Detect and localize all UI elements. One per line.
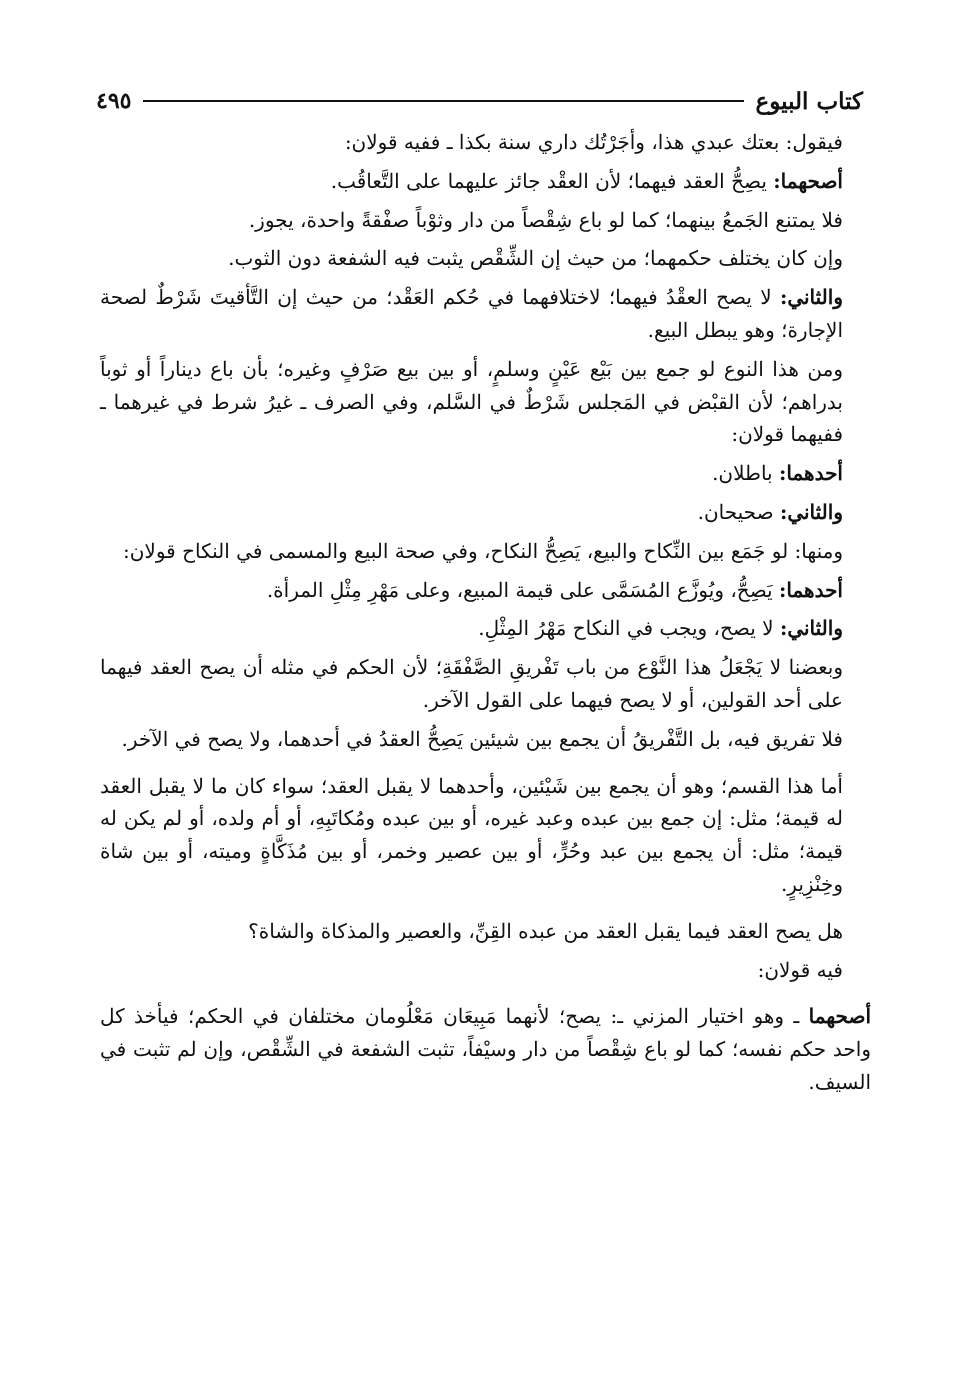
paragraph <box>100 770 871 901</box>
paragraph-text: صحيحان. <box>697 499 780 524</box>
paragraph <box>100 457 871 490</box>
paragraph-text: لا يصح، ويجب في النكاح مَهْرُ المِثْلِ. <box>478 616 780 641</box>
header-rule <box>143 100 743 102</box>
paragraph-text: فيه قولان: <box>757 957 843 982</box>
paragraph <box>100 954 871 987</box>
paragraph-lead: والثاني: <box>779 499 843 524</box>
paragraph-lead: أحدهما: <box>778 461 843 486</box>
paragraph-text: هل يصح العقد فيما يقبل العقد من عبده القِنِّ، والعصير والمذكاة والشاة؟ <box>248 918 843 943</box>
paragraph-text: ومنها: لو جَمَع بين النِّكاح والبيع، يَصِحُّ النكاح، وفي صحة البيع والمسمى في النكاح قولان: <box>122 538 843 563</box>
paragraph-lead: أصحهما <box>808 1004 871 1029</box>
paragraph <box>100 126 871 159</box>
paragraph-text: فلا تفريق فيه، بل التَّفْريقُ أن يجمع بين شيئين يَصِحُّ العقدُ في أحدهما، ولا يصح في الآخر. <box>121 726 843 751</box>
paragraph <box>100 535 871 568</box>
paragraph <box>100 204 871 237</box>
paragraph-text: ومن هذا النوع لو جمع بين بَيْع عَيْنٍ وسلمٍ، أو بين بيع صَرْفٍ وغيره؛ بأن باع ديناراً أو ثوباً بدراهم؛ لأن القبْض في المَجلس شَرْطٌ في السَّلم، وفي الصرف ـ غيرُ شرط في غيرهما ـ ففيهما قولان: <box>100 356 843 447</box>
paragraph-lead: أحدهما: <box>778 577 843 602</box>
page-body <box>100 126 871 1105</box>
paragraph-text: أما هذا القسم؛ وهو أن يجمع بين شَيْئين، وأحدهما لا يقبل العقد؛ سواء كان ما لا يقبل العقد له قيمة؛ مثل: إن جمع بين عبده وعبد غيره، أو بين عبده ومُكاتَبِهِ، أو أم ولده، أو لم يكن له قيمة؛ مثل: أن يجمع بين عبد وحُرٍّ، أو بين عصير وخمر، أو بين مُذَكَّاةٍ وميته، أو بين شاة وخِنْزِيرٍ. <box>100 773 843 896</box>
page-number: ٤٩٥ <box>96 88 132 114</box>
running-title: كتاب البيوع <box>755 87 863 115</box>
paragraph-text: باطلان. <box>712 461 779 486</box>
paragraph-text: فيقول: بعتك عبدي هذا، وأجَرْتُك داري سنة بكذا ـ ففيه قولان: <box>344 130 843 154</box>
paragraph <box>100 496 871 529</box>
paragraph-lead: والثاني: <box>779 285 843 310</box>
page-header <box>96 84 863 118</box>
paragraph-text: وبعضنا لا يَجْعَلُ هذا النَّوْع من باب تَفْريقِ الصَّفْقَةِ؛ لأن الحكم في مثله أن يصح العقد فيهما على أحد القولين، أو لا يصح فيهما على القول الآخر. <box>100 655 843 712</box>
paragraph <box>100 612 871 645</box>
paragraph-lead: والثاني: <box>779 616 843 641</box>
paragraph <box>100 281 871 347</box>
paragraph-text: يصِحُّ العقد فيهما؛ لأن العقْد جائز عليهما على التَّعاقُب. <box>330 168 774 193</box>
paragraph-text: فلا يمتنع الجَمعُ بينهما؛ كما لو باع شِقْصاً من دار وثوْباً صفْقةً واحدة، يجوز. <box>248 207 843 232</box>
paragraph-text: لا يصح العقْدُ فيهما؛ لاختلافهما في حُكم العَقْد؛ من حيث إن التَّأقيتَ شَرْطٌ لصحة الإجارة؛ وهو يبطل البيع. <box>100 285 843 342</box>
paragraph-lead: أصحهما: <box>773 168 843 193</box>
paragraph <box>100 165 871 198</box>
paragraph-text: وإن كان يختلف حكمهما؛ من حيث إن الشِّقْص يثبت فيه الشفعة دون الثوب. <box>228 246 843 271</box>
paragraph-text: ـ وهو اختيار المزني ـ: يصح؛ لأنهما مَبِيعَان مَعْلُومان مختلفان في الحكم؛ فيأخذ كل واحد حكم نفسه؛ كما لو باع شِقْصاً من دار وسيْفاً، تثبت الشفعة في الشِّقْص، وإن لم تثبت في السيف. <box>100 1004 871 1094</box>
paragraph <box>100 574 871 607</box>
paragraph <box>100 915 871 948</box>
paragraph <box>100 651 871 717</box>
paragraph <box>100 1000 871 1098</box>
paragraph <box>100 242 871 275</box>
paragraph <box>100 723 871 756</box>
paragraph-text: يَصِحُّ، ويُوزَّع المُسَمَّى على قيمة المبيع، وعلى مَهْرِ مِثْلِ المرأة. <box>266 577 779 602</box>
paragraph <box>100 353 871 451</box>
